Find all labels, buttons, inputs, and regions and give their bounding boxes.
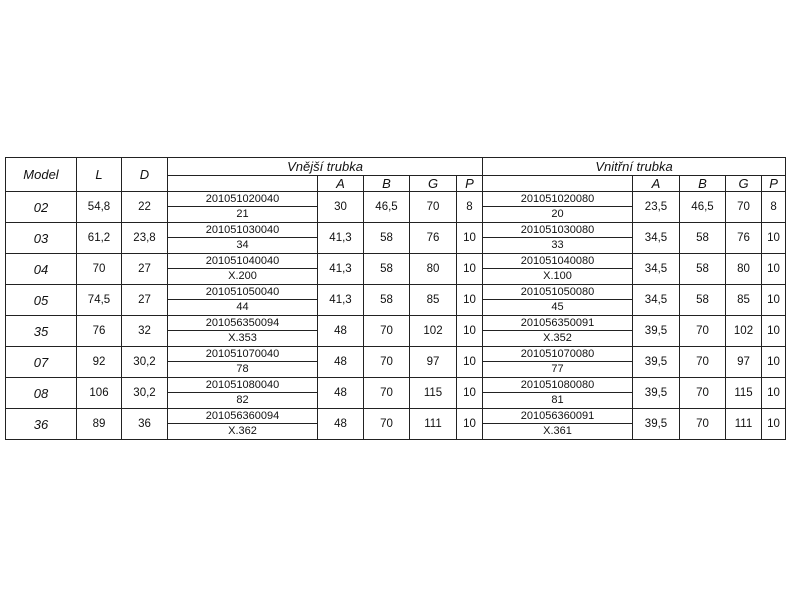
- inner-g-cell: 70: [726, 192, 762, 223]
- model-cell: 36: [6, 409, 77, 440]
- outer-g-cell: 70: [410, 192, 457, 223]
- inner-a-cell: 34,5: [633, 254, 680, 285]
- outer-ref-cell: 78: [168, 362, 318, 378]
- outer-a-cell: 48: [318, 378, 364, 409]
- inner-code-cell: 201051050080: [483, 285, 633, 300]
- model-cell: 02: [6, 192, 77, 223]
- outer-b-cell: 70: [364, 409, 410, 440]
- model-cell: 03: [6, 223, 77, 254]
- inner-ref-cell: 33: [483, 238, 633, 254]
- model-cell: 04: [6, 254, 77, 285]
- outer-ref-cell: X.353: [168, 331, 318, 347]
- d-cell: 23,8: [122, 223, 168, 254]
- outer-a-cell: 48: [318, 347, 364, 378]
- header-outer-p: P: [457, 176, 483, 192]
- header-d: D: [122, 158, 168, 192]
- outer-code-cell: 201056350094: [168, 316, 318, 331]
- header-outer-code-spacer: [168, 176, 318, 192]
- outer-g-cell: 76: [410, 223, 457, 254]
- spec-table: [5, 157, 786, 440]
- outer-p-cell: 10: [457, 254, 483, 285]
- inner-g-cell: 80: [726, 254, 762, 285]
- outer-code-cell: 201051080040: [168, 378, 318, 393]
- l-cell: 89: [77, 409, 122, 440]
- inner-g-cell: 115: [726, 378, 762, 409]
- inner-p-cell: 10: [762, 378, 786, 409]
- outer-a-cell: 30: [318, 192, 364, 223]
- outer-code-cell: 201051030040: [168, 223, 318, 238]
- outer-code-cell: 201051020040: [168, 192, 318, 207]
- outer-a-cell: 48: [318, 409, 364, 440]
- inner-a-cell: 39,5: [633, 409, 680, 440]
- table-row: [6, 223, 786, 238]
- inner-code-cell: 201056350091: [483, 316, 633, 331]
- outer-g-cell: 115: [410, 378, 457, 409]
- outer-p-cell: 10: [457, 285, 483, 316]
- inner-a-cell: 34,5: [633, 223, 680, 254]
- outer-ref-cell: X.200: [168, 269, 318, 285]
- outer-b-cell: 70: [364, 378, 410, 409]
- inner-g-cell: 85: [726, 285, 762, 316]
- header-row-groups: [6, 158, 786, 176]
- inner-p-cell: 10: [762, 254, 786, 285]
- inner-a-cell: 39,5: [633, 316, 680, 347]
- header-inner-tube: Vnitřní trubka: [483, 158, 786, 176]
- inner-ref-cell: X.361: [483, 424, 633, 440]
- outer-p-cell: 10: [457, 347, 483, 378]
- outer-g-cell: 111: [410, 409, 457, 440]
- outer-b-cell: 58: [364, 285, 410, 316]
- inner-ref-cell: X.100: [483, 269, 633, 285]
- outer-p-cell: 10: [457, 409, 483, 440]
- inner-b-cell: 70: [680, 316, 726, 347]
- inner-code-cell: 201051040080: [483, 254, 633, 269]
- inner-b-cell: 46,5: [680, 192, 726, 223]
- inner-p-cell: 8: [762, 192, 786, 223]
- inner-code-cell: 201056360091: [483, 409, 633, 424]
- l-cell: 92: [77, 347, 122, 378]
- table-row: [6, 192, 786, 207]
- inner-ref-cell: 77: [483, 362, 633, 378]
- inner-code-cell: 201051080080: [483, 378, 633, 393]
- inner-a-cell: 34,5: [633, 285, 680, 316]
- outer-g-cell: 97: [410, 347, 457, 378]
- header-model: Model: [6, 158, 77, 192]
- outer-b-cell: 58: [364, 254, 410, 285]
- header-inner-a: A: [633, 176, 680, 192]
- inner-code-cell: 201051070080: [483, 347, 633, 362]
- l-cell: 70: [77, 254, 122, 285]
- header-inner-g: G: [726, 176, 762, 192]
- d-cell: 30,2: [122, 347, 168, 378]
- table-row: [6, 378, 786, 393]
- header-outer-tube: Vnější trubka: [168, 158, 483, 176]
- outer-ref-cell: 21: [168, 207, 318, 223]
- l-cell: 106: [77, 378, 122, 409]
- inner-ref-cell: 20: [483, 207, 633, 223]
- inner-ref-cell: 45: [483, 300, 633, 316]
- outer-code-cell: 201051040040: [168, 254, 318, 269]
- inner-b-cell: 58: [680, 285, 726, 316]
- outer-ref-cell: X.362: [168, 424, 318, 440]
- spec-body: [6, 192, 786, 440]
- d-cell: 22: [122, 192, 168, 223]
- d-cell: 27: [122, 254, 168, 285]
- inner-p-cell: 10: [762, 347, 786, 378]
- outer-ref-cell: 82: [168, 393, 318, 409]
- inner-p-cell: 10: [762, 223, 786, 254]
- outer-p-cell: 8: [457, 192, 483, 223]
- model-cell: 07: [6, 347, 77, 378]
- outer-b-cell: 46,5: [364, 192, 410, 223]
- inner-code-cell: 201051030080: [483, 223, 633, 238]
- outer-b-cell: 70: [364, 347, 410, 378]
- d-cell: 36: [122, 409, 168, 440]
- inner-p-cell: 10: [762, 409, 786, 440]
- outer-g-cell: 102: [410, 316, 457, 347]
- outer-a-cell: 41,3: [318, 223, 364, 254]
- table-row: [6, 347, 786, 362]
- inner-b-cell: 70: [680, 347, 726, 378]
- outer-g-cell: 80: [410, 254, 457, 285]
- l-cell: 61,2: [77, 223, 122, 254]
- outer-a-cell: 48: [318, 316, 364, 347]
- outer-p-cell: 10: [457, 223, 483, 254]
- inner-b-cell: 70: [680, 378, 726, 409]
- l-cell: 74,5: [77, 285, 122, 316]
- outer-p-cell: 10: [457, 316, 483, 347]
- d-cell: 27: [122, 285, 168, 316]
- inner-b-cell: 58: [680, 254, 726, 285]
- l-cell: 54,8: [77, 192, 122, 223]
- outer-ref-cell: 34: [168, 238, 318, 254]
- inner-ref-cell: X.352: [483, 331, 633, 347]
- inner-b-cell: 70: [680, 409, 726, 440]
- header-inner-code-spacer: [483, 176, 633, 192]
- table-row: [6, 316, 786, 331]
- header-outer-b: B: [364, 176, 410, 192]
- header-l: L: [77, 158, 122, 192]
- model-cell: 08: [6, 378, 77, 409]
- inner-g-cell: 76: [726, 223, 762, 254]
- model-cell: 05: [6, 285, 77, 316]
- table-row: [6, 409, 786, 424]
- outer-b-cell: 70: [364, 316, 410, 347]
- table-row: [6, 285, 786, 300]
- inner-p-cell: 10: [762, 285, 786, 316]
- d-cell: 32: [122, 316, 168, 347]
- header-inner-p: P: [762, 176, 786, 192]
- outer-code-cell: 201056360094: [168, 409, 318, 424]
- l-cell: 76: [77, 316, 122, 347]
- outer-b-cell: 58: [364, 223, 410, 254]
- d-cell: 30,2: [122, 378, 168, 409]
- outer-code-cell: 201051070040: [168, 347, 318, 362]
- inner-g-cell: 102: [726, 316, 762, 347]
- inner-g-cell: 111: [726, 409, 762, 440]
- inner-a-cell: 39,5: [633, 378, 680, 409]
- outer-g-cell: 85: [410, 285, 457, 316]
- inner-b-cell: 58: [680, 223, 726, 254]
- inner-code-cell: 201051020080: [483, 192, 633, 207]
- table-row: [6, 254, 786, 269]
- inner-p-cell: 10: [762, 316, 786, 347]
- outer-code-cell: 201051050040: [168, 285, 318, 300]
- header-outer-a: A: [318, 176, 364, 192]
- outer-a-cell: 41,3: [318, 285, 364, 316]
- inner-ref-cell: 81: [483, 393, 633, 409]
- outer-p-cell: 10: [457, 378, 483, 409]
- inner-g-cell: 97: [726, 347, 762, 378]
- inner-a-cell: 23,5: [633, 192, 680, 223]
- inner-a-cell: 39,5: [633, 347, 680, 378]
- header-inner-b: B: [680, 176, 726, 192]
- model-cell: 35: [6, 316, 77, 347]
- outer-ref-cell: 44: [168, 300, 318, 316]
- outer-a-cell: 41,3: [318, 254, 364, 285]
- header-outer-g: G: [410, 176, 457, 192]
